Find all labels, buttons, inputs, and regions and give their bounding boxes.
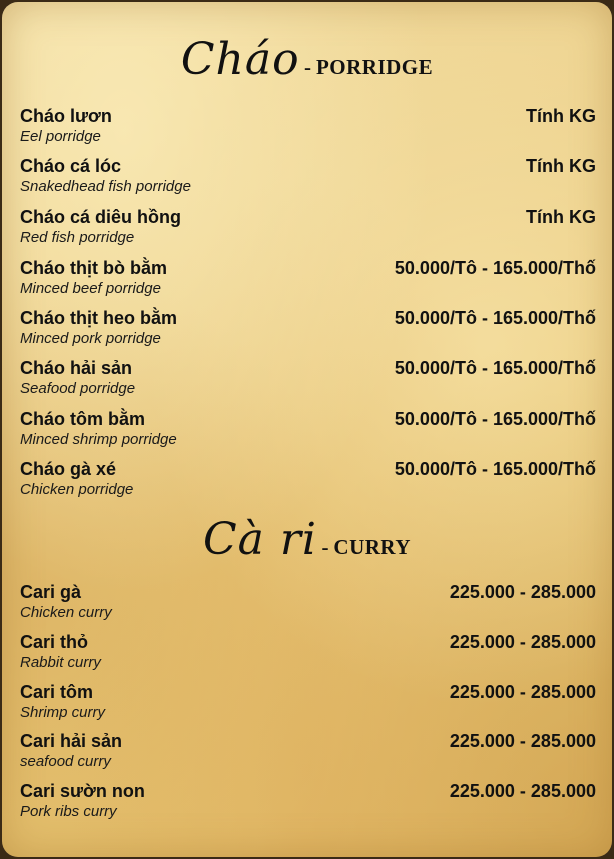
item-price: 50.000/Tô - 165.000/Thố: [394, 308, 596, 328]
item-price: 225.000 - 285.000: [449, 781, 596, 801]
item-price: Tính KG: [526, 106, 596, 126]
item-english-name: Minced beef porridge: [20, 280, 161, 297]
menu-item: [20, 582, 596, 630]
item-name: Cháo tôm bằm: [20, 409, 146, 429]
menu-item: [20, 106, 596, 154]
menu-item: [20, 632, 596, 680]
menu-item: [20, 459, 596, 507]
item-english-name: Snakedhead fish porridge: [20, 178, 191, 195]
menu-item: [20, 308, 596, 356]
item-name: Cháo lươn: [20, 106, 112, 126]
item-english-name: Shrimp curry: [20, 704, 106, 721]
item-name: Cari thỏ: [20, 632, 89, 652]
item-name: Cháo cá diêu hồng: [20, 207, 182, 227]
section-title-caps: CURRY: [333, 535, 411, 559]
item-price: Tính KG: [526, 156, 596, 176]
item-price: 225.000 - 285.000: [449, 582, 596, 602]
item-name: Cari tôm: [20, 682, 94, 702]
item-price: 50.000/Tô - 165.000/Thố: [394, 459, 596, 479]
menu-item: [20, 731, 596, 779]
item-english-name: Red fish porridge: [20, 229, 135, 246]
menu-item: [20, 156, 596, 204]
item-english-name: Seafood porridge: [20, 380, 136, 397]
menu-page: [2, 2, 612, 857]
item-name: Cháo thịt heo bằm: [20, 308, 177, 328]
item-price: 225.000 - 285.000: [449, 731, 596, 751]
item-name: Cari sườn non: [20, 781, 145, 801]
item-price: Tính KG: [526, 207, 596, 227]
section-title-separator: -: [321, 535, 329, 559]
menu-item: [20, 258, 596, 306]
section-title-curry: [2, 514, 612, 565]
item-name: Cari hải sản: [20, 731, 123, 751]
item-english-name: Pork ribs curry: [20, 803, 117, 820]
item-price: 50.000/Tô - 165.000/Thố: [394, 409, 596, 429]
item-english-name: Chicken porridge: [20, 481, 134, 498]
section-title-separator: -: [304, 55, 312, 79]
menu-item: [20, 409, 596, 457]
item-name: Cari gà: [20, 582, 82, 602]
item-english-name: Eel porridge: [20, 128, 101, 145]
menu-item: [20, 358, 596, 406]
item-english-name: Rabbit curry: [20, 654, 101, 671]
menu-item: [20, 207, 596, 255]
item-name: Cháo thịt bò bằm: [20, 258, 167, 278]
item-english-name: Minced pork porridge: [20, 330, 161, 347]
item-english-name: seafood curry: [20, 753, 111, 770]
section-title-script: Cà ri: [203, 514, 317, 565]
menu-item: [20, 682, 596, 730]
item-name: Cháo hải sản: [20, 358, 133, 378]
item-name: Cháo cá lóc: [20, 156, 122, 176]
section-title-porridge: [2, 34, 612, 85]
item-english-name: Chicken curry: [20, 604, 112, 621]
item-price: 50.000/Tô - 165.000/Thố: [394, 358, 596, 378]
section-title-script: Cháo: [180, 34, 300, 85]
item-price: 225.000 - 285.000: [449, 632, 596, 652]
section-title-caps: PORRIDGE: [315, 55, 434, 79]
item-price: 50.000/Tô - 165.000/Thố: [394, 258, 596, 278]
menu-item: [20, 781, 596, 829]
item-english-name: Minced shrimp porridge: [20, 431, 177, 448]
item-name: Cháo gà xé: [20, 459, 117, 479]
item-price: 225.000 - 285.000: [449, 682, 596, 702]
